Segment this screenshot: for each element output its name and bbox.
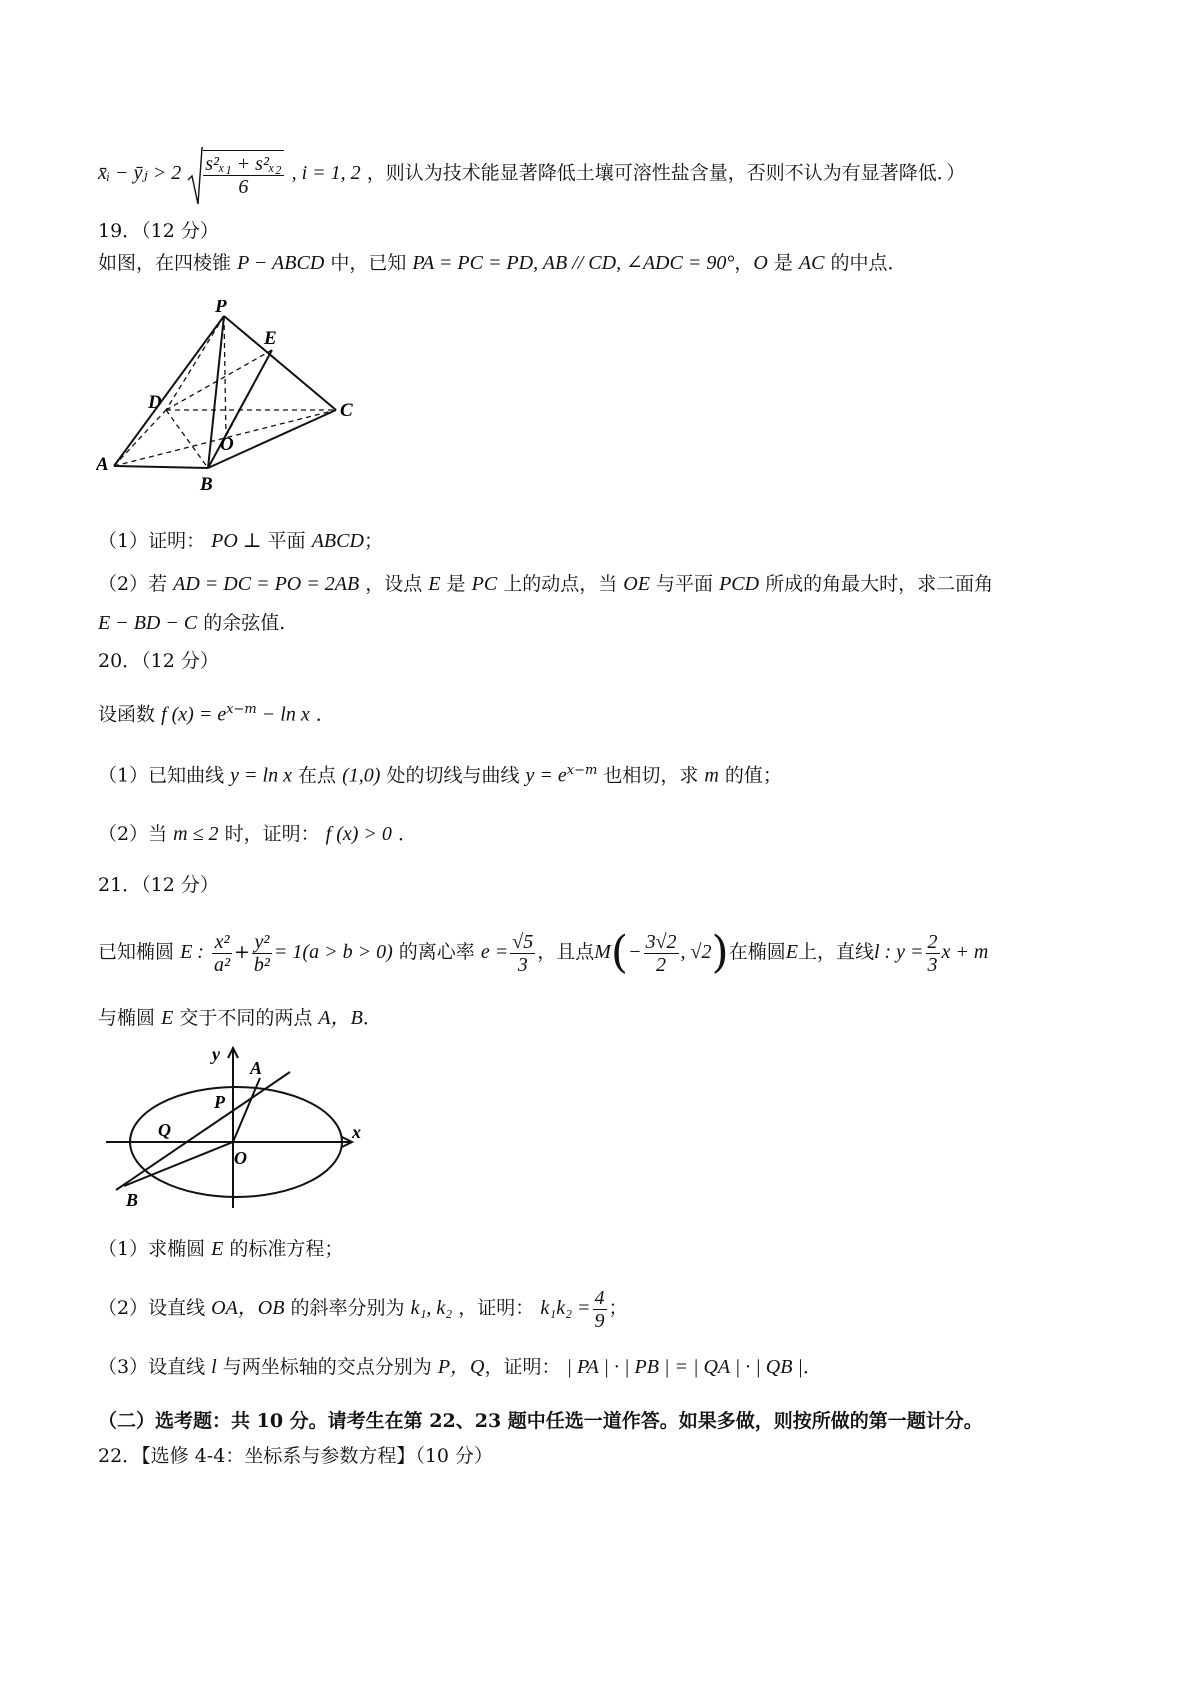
q19-part2-e-text: 所成的角最大时，求二面角 [765,573,994,595]
q21-l-den: 3 [927,953,938,976]
q19-stem [98,250,907,276]
q21-part3-a: 与两坐标轴的交点分别为 [222,1356,432,1378]
q19-part1 [98,528,383,554]
q19-part2-d: 与平面 [656,573,714,595]
q19-stem-mid: 中，已知 [330,252,407,274]
q19-part2-b: 是 [446,573,466,595]
q21-ecc-den: 3 [517,953,528,976]
q21-part2-end: ； [608,1297,628,1319]
q21-line2-end: ． [362,1007,382,1029]
q21-part1-end: 的标准方程； [229,1238,344,1260]
q21-part3-end: ． [802,1356,822,1378]
q19-part2 [98,571,993,597]
q19-stem-ac: AC [798,252,825,274]
q21-part3-math: | PA | · | PB | = | QA | · | QB | [566,1356,803,1378]
q21-line2-ab: A，B [318,1007,363,1029]
q21-part3-b: ，证明： [484,1356,561,1378]
q21-ecc: e = [480,941,509,963]
q19-part2-pc: PC [471,573,498,595]
label-a: A [96,454,109,475]
q19-part1-plane: ABCD [311,530,364,552]
q19-part2-line2 [98,610,285,636]
q21-part2-pre: （2）设直线 [98,1297,206,1319]
q21-part2-num: 4 [594,1286,605,1309]
q20-part1-a: 在点 [298,764,337,787]
q21-part2 [98,1278,628,1338]
label-p-point: P [214,1092,225,1112]
q19-part2-math: AD = DC = PO = 2AB [173,573,360,595]
q21-part2-a: 的斜率分别为 [290,1297,405,1319]
q21-m-rest: , √2 [680,941,712,963]
q19-stem-comma: ， [734,252,754,274]
q20-part1-b: 处的切线与曲线 [386,764,520,787]
q21-stem-e: 上，直线 [797,941,874,963]
q21-part1-e: E [211,1238,224,1260]
q19-stem-end: 的中点． [830,252,907,274]
q20-part1 [98,758,782,788]
q21-stem-c: ，且点 [537,941,595,963]
q21-x2: x² [212,931,232,954]
q21-stem-d: 在椭圆 [728,941,786,963]
q20-stem-end: ． [315,703,335,726]
index-range: , i = 1, 2 [291,162,361,184]
q21-part3-l: l [211,1356,217,1378]
q19-stem-shi: 是 [773,252,793,274]
q20-part2-end: ． [397,823,417,845]
q20-function: f (x) = e [161,703,227,726]
q21-l-rest: x + m [941,941,989,963]
q21-part3 [98,1354,822,1380]
q19-part1-mid: 平面 [267,530,306,552]
q21-ellipse-name: E : [180,941,204,963]
q20-part2-a: 时，证明： [224,823,320,845]
label-x: x [352,1122,361,1142]
q19-part2-oe: OE [623,573,650,595]
q19-part2-pcd: PCD [719,573,760,595]
q22-header: 22．【选修 4-4：坐标系与参数方程】（10 分） [98,1445,494,1467]
q21-b2: b² [253,953,270,976]
q19-stem-conditions: PA = PC = PD, AB // CD, ∠ADC = 90° [412,252,735,274]
radicand-denominator: 6 [238,176,249,198]
q19-part2-line2-text: 的余弦值. [203,612,286,634]
q19-stem-o: O [753,252,768,274]
q19-part1-math: PO ⊥ [211,530,262,552]
label-b: B [200,474,213,495]
q20-part2 [98,821,417,847]
q21-part2-slopes: k₁, k₂ [410,1297,453,1319]
q19-stem-pre: 如图，在四棱锥 [98,252,232,274]
section-heading: （二）选考题：共 10 分。请考生在第 22、23 题中任选一道作答。如果多做，则按所做的第一题计分。 [98,1410,983,1432]
q20-exponent: x−m [226,702,257,717]
q20-param-m: m [704,764,719,787]
q20-claim: f (x) > 0 [325,823,392,845]
q21-eq-rest: = 1(a > b > 0) [273,941,393,963]
pyramid-figure [96,300,396,520]
q21-stem-e2: E [785,941,798,963]
q20-part2-pre: （2）当 [98,823,168,845]
q19-part1-pre: （1）证明： [98,530,206,552]
q20-header: 20．（12 分） [98,650,219,672]
q20-stem [98,697,335,727]
label-o: O [220,434,234,455]
q19-header: 19．（12 分） [98,220,219,242]
q21-m-num: 3√2 [645,930,677,953]
q20-function-ln: − ln x [256,703,310,726]
radicand [203,150,283,198]
radicand-numerator: s²ₓ₁ + s²ₓ₂ [205,153,282,175]
q21-stem: 已知椭圆 E : $\frac{\text{x²}}{\text{a²}}$ + $\frac{\text{y²}}{\text{b²}}$ = 1(a > b > 0) 的离心率 e = $\frac{√5}{3}$ ，且点M(− $\frac{3√2}{2}$ , √2)在椭圆E上，直线l : y = $\frac{2}{3}$ x + m [98,927,989,978]
top-formula-text: ，则认为技术能显著降低土壤可溶性盐含量，否则不认为有显著降低．） [366,162,966,184]
q20-part1-c: 也相切，求 [603,764,699,787]
q21-y2: y² [252,931,272,954]
top-formula-lhs: x̄ᵢ − ȳⱼ > 2 [98,162,182,184]
q19-part2-pre: （2）若 [98,573,168,595]
q20-curve-exp: y = e [525,764,567,787]
label-e: E [264,328,277,349]
q20-part1-exponent: x−m [566,763,598,778]
q21-l-num: 2 [927,930,938,953]
q21-line2-b: 交于不同的两点 [179,1007,313,1029]
q20-stem-pre: 设函数 [98,703,156,726]
q21-point-m: M [594,941,611,963]
q21-part3-pre: （3）设直线 [98,1356,206,1378]
q21-line2-e: E [161,1007,174,1029]
label-y: y [212,1044,220,1064]
top-formula-line [98,150,965,198]
q21-part2-b: ，证明： [458,1297,535,1319]
q21-a2: a² [214,953,230,976]
q21-m-den: 2 [656,953,667,976]
q21-part1-pre: （1）求椭圆 [98,1238,206,1260]
q19-dihedral: E − BD − C [98,612,198,634]
q20-curve-ln: y = ln x [230,764,292,787]
q21-part2-lines: OA，OB [211,1297,285,1319]
q20-point: (1,0) [342,764,381,787]
q19-stem-pyramid: P − ABCD [237,252,325,274]
radical-sign [187,146,203,208]
q21-line-l: l : y = [873,941,924,963]
q21-line2-a: 与椭圆 [98,1007,156,1029]
sqrt-expression [187,150,285,198]
label-p: P [215,300,227,317]
q21-part1 [98,1236,343,1262]
q21-stem-line2 [98,1005,382,1031]
q20-part1-d: 的值； [724,764,782,787]
q19-part2-c: 上的动点，当 [503,573,618,595]
q20-part1-pre: （1）已知曲线 [98,764,225,787]
q19-part2-e: E [428,573,441,595]
q21-part2-den: 9 [594,1309,605,1332]
q21-stem-b: 的离心率 [398,941,475,963]
q21-header: 21．（12 分） [98,874,219,896]
q21-ecc-num: √5 [512,930,534,953]
label-c: C [340,400,353,421]
ellipse-figure [100,1040,380,1210]
label-b-point: B [126,1190,139,1210]
label-a-point: A [250,1058,263,1078]
q21-stem-a: 已知椭圆 [98,941,175,963]
label-d: D [148,392,162,413]
q19-part1-end: ； [363,530,383,552]
q21-part2-product: k₁k₂ = [540,1297,591,1319]
label-q-point: Q [158,1120,171,1140]
label-o-origin: O [234,1148,247,1168]
q21-part3-pq: P，Q [437,1356,485,1378]
q20-condition: m ≤ 2 [173,823,219,845]
q19-part2-a: ，设点 [365,573,423,595]
